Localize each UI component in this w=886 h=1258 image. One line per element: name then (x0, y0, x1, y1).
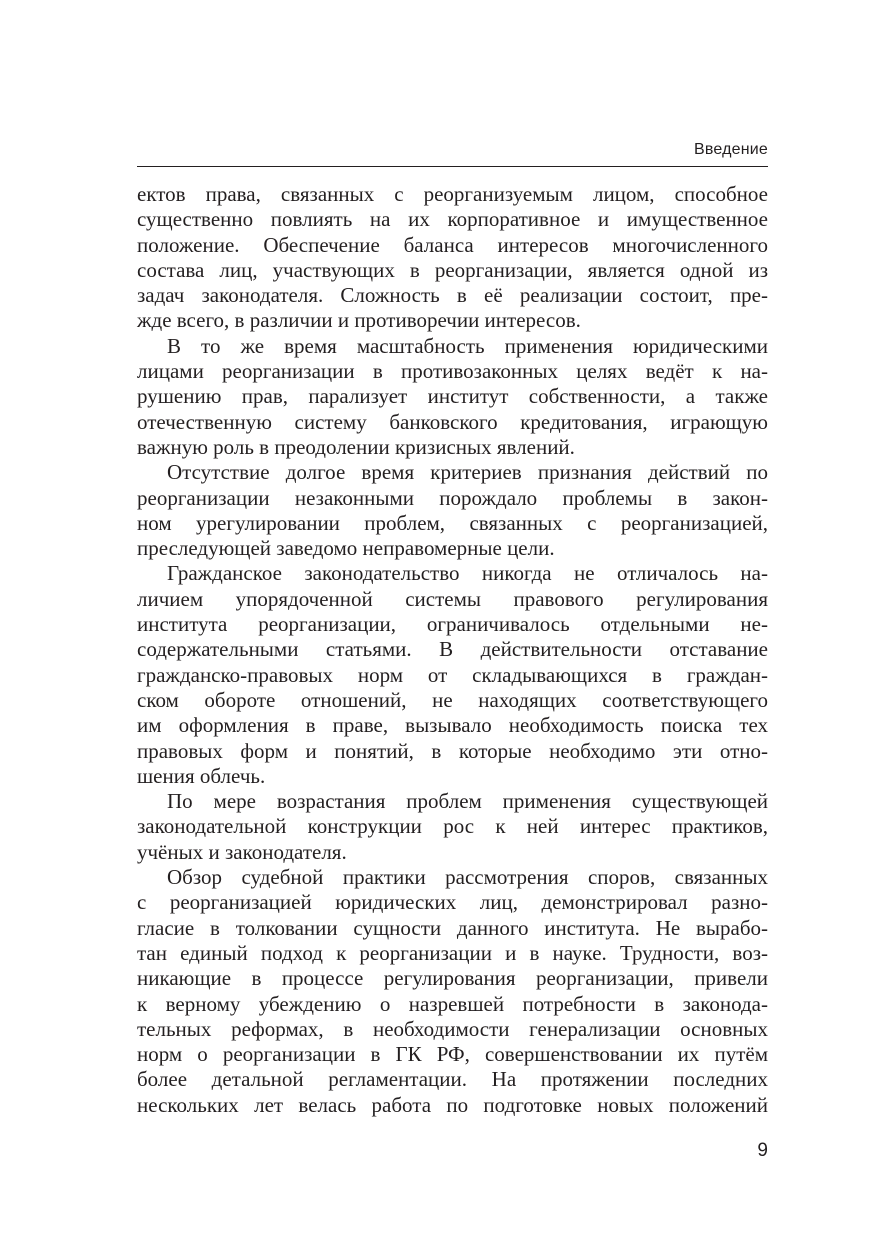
text-line: законодательной конструкции рос к ней интерес практиков, (137, 814, 768, 839)
text-line: важную роль в преодолении кризисных явлений. (137, 434, 575, 459)
paragraph (137, 789, 768, 865)
text-line: ектов права, связанных с реорганизуемым лицом, способное (137, 182, 768, 206)
text-line: реорганизации незаконными порождало проблемы в закон- (137, 485, 768, 510)
text-line: состава лиц, участвующих в реорганизации, является одной из (137, 257, 768, 282)
text-line: норм о реорганизации в ГК РФ, совершенствовании их путём (137, 1042, 768, 1067)
text-line: отечественную систему банковского кредитования, играющую (137, 409, 768, 434)
paragraph (137, 561, 768, 789)
text-line: лицами реорганизации в противозаконных целях ведёт к на- (137, 359, 768, 384)
paragraph (137, 460, 768, 561)
text-line: института реорганизации, ограничивалось отдельными не- (137, 612, 768, 637)
text-line: преследующей заведомо неправомерные цели. (137, 536, 555, 561)
text-line: задач законодателя. Сложность в её реализации состоит, пре- (137, 283, 768, 308)
text-line: Отсутствие долгое время критериев признания действий по (167, 460, 768, 485)
paragraph (137, 182, 768, 334)
text-line: им оформления в праве, вызывало необходимость поиска тех (137, 713, 768, 738)
paragraph (137, 865, 768, 1118)
text-line: гласие в толковании сущности данного института. Не вырабо- (137, 915, 768, 940)
text-line: личием упорядоченной системы правового регулирования (137, 586, 768, 611)
page-number: 9 (757, 1140, 768, 1161)
text-line: существенно повлиять на их корпоративное и имущественное (137, 207, 768, 232)
text-line: более детальной регламентации. На протяжении последних (137, 1067, 768, 1092)
text-line: Обзор судебной практики рассмотрения споров, связанных (167, 865, 768, 890)
text-line: Гражданское законодательство никогда не отличалось на- (167, 561, 768, 586)
text-line: учёных и законодателя. (137, 839, 347, 864)
text-line: рушению прав, парализует институт собственности, а также (137, 384, 768, 409)
text-line: тельных реформах, в необходимости генерализации основных (137, 1016, 768, 1041)
text-line: положение. Обеспечение баланса интересов многочисленного (137, 232, 768, 257)
text-line: правовых форм и понятий, в которые необходимо эти отно- (137, 738, 768, 763)
text-line: шения облечь. (137, 763, 266, 788)
body-text (137, 182, 768, 1118)
text-line: к верному убеждению о назревшей потребности в законода- (137, 991, 768, 1016)
text-line: ском обороте отношений, не находящих соответствующего (137, 687, 768, 712)
paragraph (137, 334, 768, 460)
text-line: содержательными статьями. В действительности отставание (137, 637, 768, 662)
text-line: никающие в процессе регулирования реорганизации, привели (137, 966, 768, 991)
text-line: гражданско-правовых норм от складывающихся в граждан- (137, 662, 768, 687)
text-line: жде всего, в различии и противоречии интересов. (137, 308, 581, 333)
running-head (137, 138, 768, 167)
text-line: По мере возрастания проблем применения существующей (167, 789, 768, 814)
text-line: тан единый подход к реорганизации и в науке. Трудности, воз- (137, 940, 768, 965)
text-line: нескольких лет велась работа по подготовке новых положений (137, 1092, 768, 1117)
text-line: В то же время масштабность применения юридическими (167, 333, 768, 358)
text-line: ном урегулировании проблем, связанных с реорганизацией, (137, 510, 768, 535)
text-line: с реорганизацией юридических лиц, демонстрировал разно- (137, 890, 768, 915)
running-head-title: Введение (693, 141, 768, 158)
